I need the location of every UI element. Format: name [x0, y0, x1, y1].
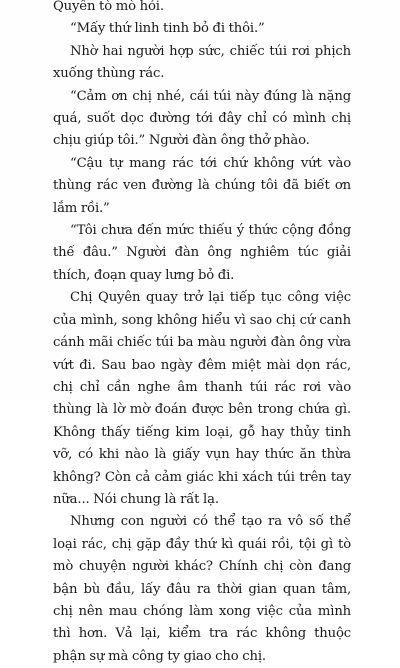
paragraph: Chị Quyên quay trở lại tiếp tục công việc của mình, song không hiểu vì sao chị cứ canh cánh mãi chiếc túi ba màu người đàn ông vừa vứt đi. Sau bao ngày đêm miệt mài dọn rác, chị chỉ cần nghe âm thanh túi rác rơi vào thùng là lờ mờ đoán được bên trong chứa gì. Không thấy tiếng kim loại, gỗ hay thủy tinh vỡ, có khi nào là giấy vụn hay thức ăn thừa không? Còn cả cảm giác khi xách túi trên tay nữa... Nói chung là rất lạ. — [53, 290, 351, 507]
paragraph: Quyên tò mò hỏi. — [53, 0, 164, 14]
paragraph: “Tôi chưa đến mức thiếu ý thức cộng đồng thế đâu.” Người đàn ông nghiêm túc giải thích, đoạn quay lưng bỏ đi. — [53, 223, 351, 283]
paragraph: “Mấy thứ linh tinh bỏ đi thôi.” — [70, 21, 265, 37]
paragraph: Nhưng con người có thể tạo ra vô số thể loại rác, chị gặp đầy thứ kì quái rồi, tội gì tò mò chuyện người khác? Chính chị còn đang bận bù đầu, lấy đâu ra thời gian quan tâm, chị nên mau chóng làm xong việc của mình thì hơn. Vả lại, kiểm tra rác không thuộc phận sự mà công ty giao cho chị. — [53, 514, 351, 664]
body-text — [53, 0, 351, 668]
paragraph: “Cậu tự mang rác tới chứ không vứt vào thùng rác ven đường là chúng tôi đã biết ơn lắm rồi.” — [53, 155, 351, 216]
paragraph: “Cảm ơn chị nhé, cái túi này đúng là nặng quá, suốt dọc đường tới đây chỉ có mình chị chịu giúp tôi.” Người đàn ông thở phào. — [53, 88, 351, 149]
paragraph: Nhờ hai người hợp sức, chiếc túi rơi phịch xuống thùng rác. — [53, 43, 351, 82]
